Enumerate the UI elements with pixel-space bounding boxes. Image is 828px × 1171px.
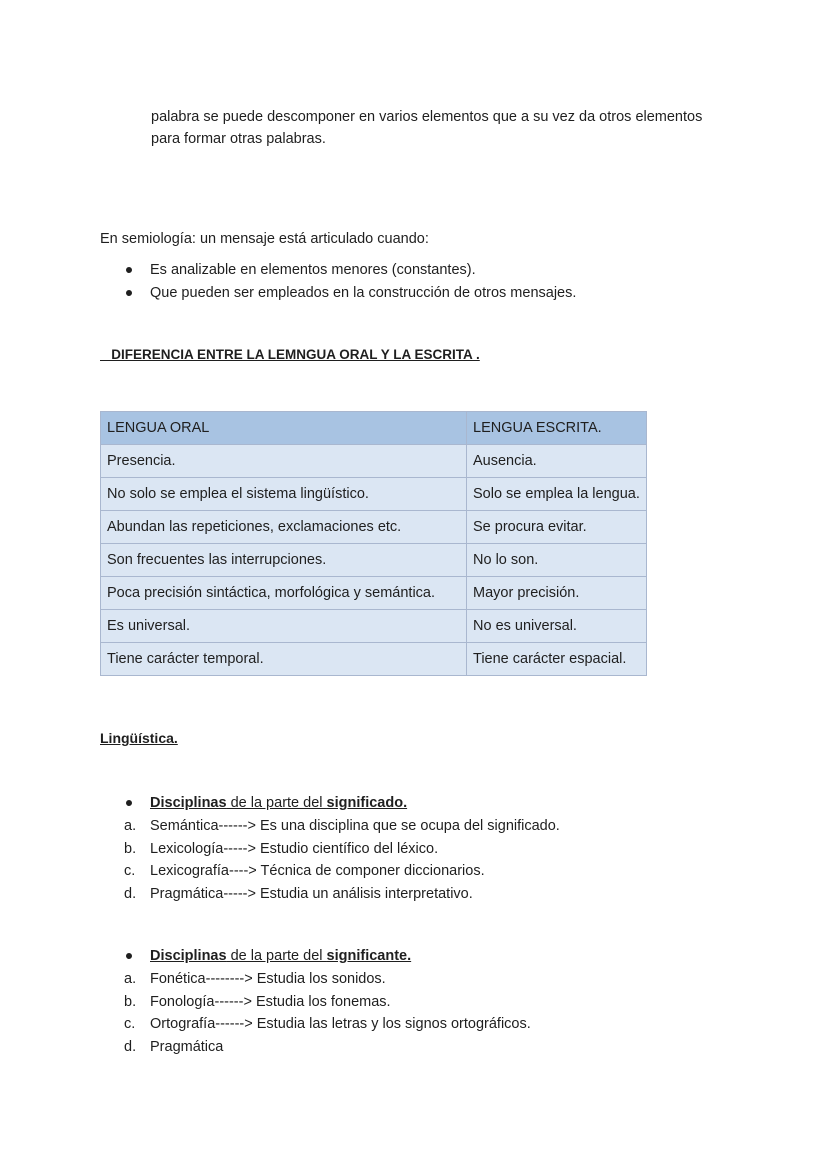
- section-title: DIFERENCIA ENTRE LA LEMNGUA ORAL Y LA ESCRITA .: [100, 347, 480, 362]
- list-item-text: Es analizable en elementos menores (constantes).: [150, 262, 476, 278]
- significante-heading: [100, 945, 411, 968]
- table-cell: Mayor precisión.: [467, 577, 647, 610]
- list-item: [100, 282, 576, 305]
- list-item-text: Lexicología-----> Estudio científico del léxico.: [150, 840, 439, 857]
- intro-line-1: palabra se puede descomponer en varios elementos que a su vez da otros elementos: [151, 109, 703, 125]
- semiologia-list: [100, 259, 576, 305]
- list-marker: b.: [124, 993, 137, 1010]
- list-item: [100, 838, 560, 861]
- list-marker: b.: [124, 840, 137, 857]
- list-item-text: Pragmática-----> Estudia un análisis interpretativo.: [150, 885, 473, 902]
- bullet-icon: [126, 290, 132, 296]
- list-item-text: Pragmática: [150, 1038, 224, 1055]
- table-cell: Presencia.: [101, 445, 467, 478]
- list-marker: a.: [124, 971, 137, 987]
- list-marker: a.: [124, 818, 137, 834]
- significado-heading: [100, 792, 407, 815]
- list-item: [100, 968, 531, 991]
- heading-bold-part: Disciplinas: [150, 948, 227, 964]
- heading-plain-part: de la parte del: [226, 795, 327, 811]
- table-row: [101, 643, 647, 676]
- list-item: [100, 815, 560, 838]
- heading-bold-part: significante.: [326, 948, 412, 964]
- table-cell: No es universal.: [467, 610, 647, 643]
- table-row: [101, 511, 647, 544]
- list-item: [100, 883, 560, 906]
- table-cell: No solo se emplea el sistema lingüístico.: [101, 478, 467, 511]
- table-row: [101, 544, 647, 577]
- significado-list: [100, 815, 560, 905]
- intro-line-2: para formar otras palabras.: [151, 131, 326, 147]
- table-row: [101, 577, 647, 610]
- list-marker: c.: [124, 863, 136, 879]
- table-row: [101, 478, 647, 511]
- table-cell: Se procura evitar.: [467, 511, 647, 544]
- list-marker: d.: [124, 1038, 137, 1055]
- list-item: [100, 259, 576, 282]
- table-cell: Ausencia.: [467, 445, 647, 478]
- linguistica-title: Lingüística.: [100, 730, 178, 746]
- table-row: [101, 445, 647, 478]
- list-item-text: Fonología------> Estudia los fonemas.: [150, 993, 391, 1010]
- comparison-table: [100, 411, 647, 676]
- list-item-text: Ortografía------> Estudia las letras y los signos ortográficos.: [150, 1016, 531, 1032]
- list-item-text: Lexicografía----> Técnica de componer diccionarios.: [150, 863, 485, 879]
- table-cell: Son frecuentes las interrupciones.: [101, 544, 467, 577]
- table-cell: Tiene carácter espacial.: [467, 643, 647, 676]
- significante-heading-list: [100, 945, 411, 968]
- heading-bold-part: Disciplinas: [150, 795, 227, 811]
- table-cell: Poca precisión sintáctica, morfológica y semántica.: [101, 577, 467, 610]
- list-item: [100, 991, 531, 1014]
- intro-paragraph: [151, 106, 751, 150]
- table-header-cell: LENGUA ORAL: [101, 412, 467, 445]
- list-item: [100, 860, 560, 883]
- list-item: [100, 1013, 531, 1036]
- significado-heading-list: [100, 792, 407, 815]
- bullet-icon: [126, 267, 132, 273]
- bullet-icon: [126, 953, 132, 959]
- list-marker: d.: [124, 885, 137, 902]
- list-item-text: Semántica------> Es una disciplina que se ocupa del significado.: [150, 818, 560, 834]
- table-cell: Abundan las repeticiones, exclamaciones etc.: [101, 511, 467, 544]
- table-cell: Solo se emplea la lengua.: [467, 478, 647, 511]
- heading-plain-part: de la parte del: [226, 948, 327, 964]
- bullet-icon: [126, 800, 132, 806]
- table-header-row: [101, 412, 647, 445]
- list-marker: c.: [124, 1016, 136, 1032]
- heading-bold-part: significado.: [326, 795, 408, 811]
- table-cell: Es universal.: [101, 610, 467, 643]
- list-item-text: Fonética--------> Estudia los sonidos.: [150, 971, 386, 987]
- table-cell: Tiene carácter temporal.: [101, 643, 467, 676]
- list-item: [100, 1036, 531, 1059]
- semiologia-intro: En semiología: un mensaje está articulado cuando:: [100, 231, 429, 247]
- list-item-text: Que pueden ser empleados en la construcción de otros mensajes.: [150, 285, 577, 301]
- table-row: [101, 610, 647, 643]
- table-header-cell: LENGUA ESCRITA.: [467, 412, 647, 445]
- table-cell: No lo son.: [467, 544, 647, 577]
- significante-list: [100, 968, 531, 1058]
